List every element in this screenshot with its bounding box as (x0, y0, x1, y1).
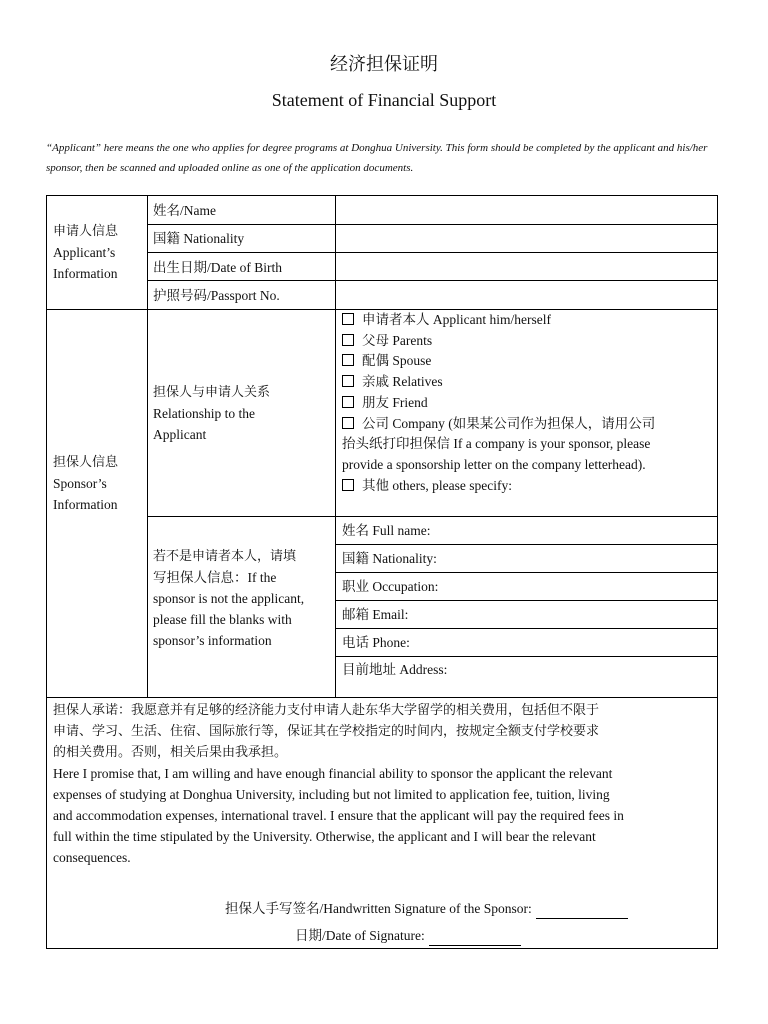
checkbox-icon[interactable] (342, 354, 354, 366)
sponsor-address-field[interactable]: 目前地址 Address: (342, 662, 448, 677)
option-company-note: provide a sponsorship letter on the company letterhead). (342, 456, 646, 472)
fill-in-line: sponsor is not the applicant, (153, 591, 305, 606)
promise-en-line: Here I promise that, I am willing and have enough financial ability to sponsor the applicant the relevant (53, 766, 613, 781)
row-divider (335, 572, 718, 573)
signature-blank[interactable] (536, 904, 628, 919)
fill-in-instructions (153, 546, 304, 651)
option-friend[interactable]: 朋友 Friend (342, 393, 655, 414)
relationship-options (342, 310, 655, 496)
row-divider (147, 224, 718, 225)
promise-cn-line: 的相关费用。否则，相关后果由我承担。 (53, 745, 288, 760)
applicant-name-label: 姓名/Name (153, 203, 216, 218)
applicant-passport-label: 护照号码/Passport No. (153, 288, 280, 303)
promise-cn-line: 申请、学习、生活、住宿、国际旅行等，保证其在学校指定的时间内，按规定全额支付学校要求 (53, 724, 600, 739)
checkbox-icon[interactable] (342, 396, 354, 408)
date-label: 日期/Date of Signature: (295, 928, 425, 943)
section-divider (46, 697, 718, 698)
sponsor-header (53, 452, 118, 515)
column-divider (335, 195, 336, 697)
fill-in-line: 写担保人信息：If the (153, 570, 277, 585)
sponsor-header-line: Sponsor’s (53, 476, 107, 491)
applicant-header-line: Information (53, 266, 118, 281)
promise-en-line: full within the time stipulated by the University. Otherwise, the applicant and I will bear the relevant (53, 829, 596, 844)
row-divider (335, 544, 718, 545)
fill-in-line: 若不是申请者本人，请填 (153, 549, 297, 564)
sponsor-occupation-field[interactable]: 职业 Occupation: (342, 579, 439, 594)
row-divider (147, 252, 718, 253)
signature-label: 担保人手写签名/Handwritten Signature of the Sponsor: (225, 901, 532, 916)
option-parents[interactable]: 父母 Parents (342, 331, 655, 352)
relationship-label-line: Applicant (153, 427, 207, 442)
checkbox-icon[interactable] (342, 334, 354, 346)
checkbox-icon[interactable] (342, 417, 354, 429)
page-title-cn: 经济担保证明 (330, 54, 438, 75)
relationship-label-line: Relationship to the (153, 406, 255, 421)
sponsor-nationality-field[interactable]: 国籍 Nationality: (342, 551, 437, 566)
row-divider (335, 656, 718, 657)
sponsor-phone-field[interactable]: 电话 Phone: (342, 635, 410, 650)
applicant-header-line: Applicant’s (53, 245, 116, 260)
promise-en-line: and accommodation expenses, international travel. I ensure that the applicant will pay the required fees in (53, 808, 624, 823)
checkbox-icon[interactable] (342, 313, 354, 325)
applicant-header-line: 申请人信息 (53, 224, 119, 239)
sponsor-email-field[interactable]: 邮箱 Email: (342, 607, 409, 622)
checkbox-icon[interactable] (342, 479, 354, 491)
promise-en-line: consequences. (53, 850, 131, 865)
relationship-label (153, 382, 270, 445)
sponsor-fullname-field[interactable]: 姓名 Full name: (342, 523, 431, 538)
option-self[interactable]: 申请者本人 Applicant him/herself (342, 310, 655, 331)
checkbox-icon[interactable] (342, 375, 354, 387)
page-title-en: Statement of Financial Support (271, 90, 497, 110)
option-spouse[interactable]: 配偶 Spouse (342, 351, 655, 372)
option-relatives[interactable]: 亲戚 Relatives (342, 372, 655, 393)
date-row (295, 925, 521, 946)
option-company-note: 抬头纸打印担保信 If a company is your sponsor, please (342, 436, 651, 452)
applicant-header (53, 221, 118, 284)
promise-cn-line: 担保人承诺：我愿意并有足够的经济能力支付申请人赴东华大学留学的相关费用，包括但不限于 (53, 703, 600, 718)
applicant-dob-label: 出生日期/Date of Birth (153, 260, 282, 275)
applicant-nationality-label: 国籍 Nationality (153, 231, 245, 246)
row-divider (335, 628, 718, 629)
row-divider (147, 516, 718, 517)
signature-row (225, 898, 628, 919)
fill-in-line: sponsor’s information (153, 633, 272, 648)
date-blank[interactable] (429, 931, 521, 946)
option-company[interactable]: 公司 Company (如果某公司作为担保人，请用公司 (342, 414, 655, 435)
sponsor-header-line: 担保人信息 (53, 455, 119, 470)
sponsor-header-line: Information (53, 497, 118, 512)
row-divider (147, 280, 718, 281)
row-divider (335, 600, 718, 601)
relationship-label-line: 担保人与申请人关系 (153, 385, 271, 400)
promise-text (53, 700, 624, 868)
promise-en-line: expenses of studying at Donghua University, including but not limited to application fee, tuition, living (53, 787, 610, 802)
intro-note: “Applicant” here means the one who applies for degree programs at Donghua University. This form should be completed by the applicant and his/her sponsor, then be scanned and uploaded online as one of the application documents. (46, 142, 708, 174)
fill-in-line: please fill the blanks with (153, 612, 292, 627)
option-others[interactable]: 其他 others, please specify: (342, 476, 655, 497)
column-divider (147, 195, 148, 697)
